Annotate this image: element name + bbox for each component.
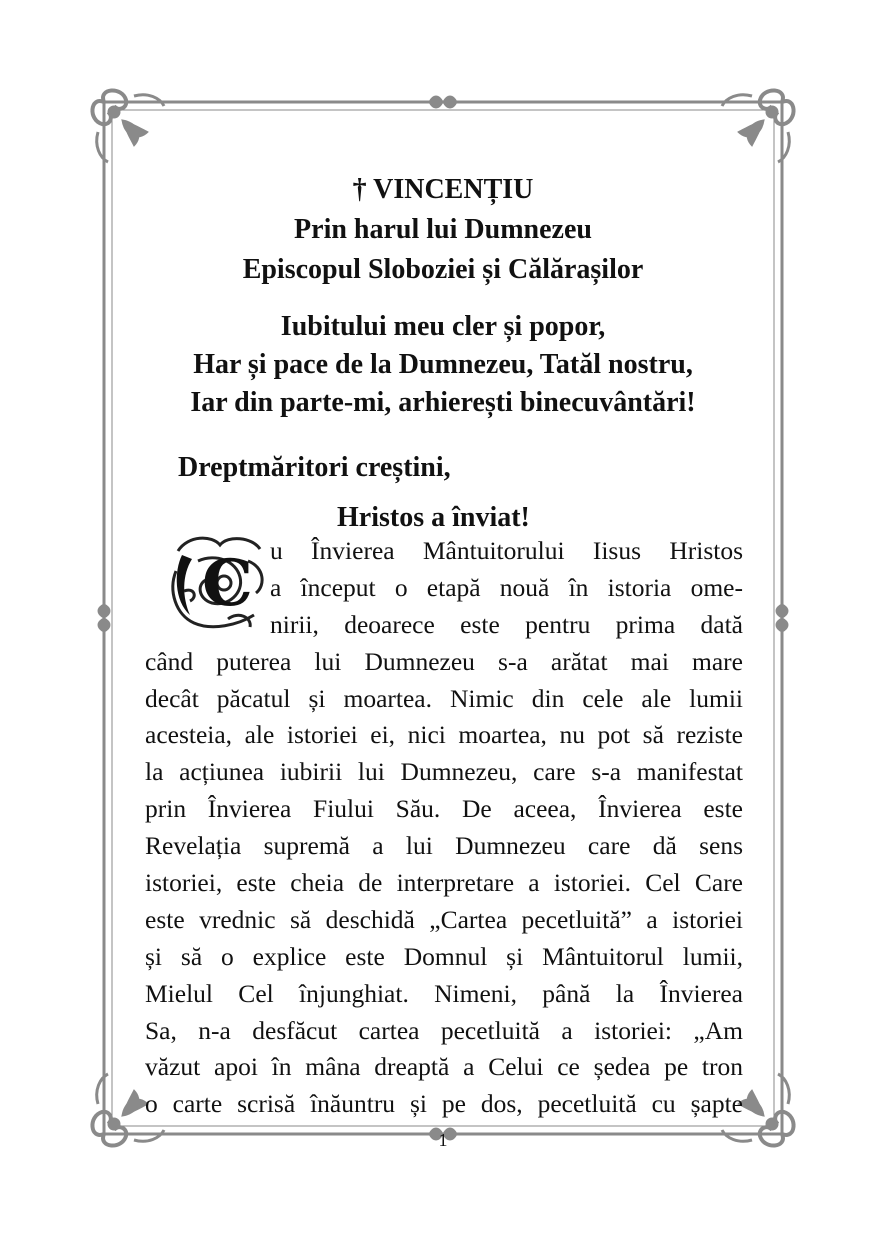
page-number: 1 — [438, 1130, 448, 1150]
body-line: nirii, deoarece este pentru prima dată — [270, 609, 743, 639]
resurrection-greeting: Hristos a înviat! — [337, 502, 530, 533]
body-line: decât păcatul și moartea. Nimic din cele ale lumii — [145, 683, 743, 713]
body-line: Sa, n-a desfăcut cartea pecetluită a istoriei: „Am — [145, 1015, 743, 1045]
body-line: Revelația supremă a lui Dumnezeu care dă sens — [145, 831, 743, 861]
greeting-line-2: Har și pace de la Dumnezeu, Tatăl nostru, — [193, 349, 693, 380]
header-grace-line: Prin harul lui Dumnezeu — [294, 214, 592, 245]
body-line: văzut apoi în mâna dreaptă a Celui ce ședea pe tron — [145, 1052, 743, 1082]
body-line: u Învierea Mântuitorului Iisus Hristos — [270, 536, 743, 565]
diocese-title: Episcopul Sloboziei și Călărașilor — [242, 254, 644, 285]
body-line: a început o etapă nouă în istoria ome- — [270, 572, 743, 602]
edge-ornament-left — [98, 590, 110, 646]
body-line: când puterea lui Dumnezeu s-a arătat mai mare — [145, 646, 743, 676]
letter-body — [145, 533, 743, 1123]
body-line: prin Învierea Fiului Său. De aceea, Învierea este — [145, 794, 743, 824]
body-line: este vrednic să deschidă „Cartea pecetluită” a istoriei — [145, 904, 743, 934]
greeting-block — [120, 308, 766, 422]
body-line: la acțiunea iubirii lui Dumnezeu, care s-a manifestat — [145, 757, 743, 787]
dropcap-letter: C — [202, 546, 253, 621]
edge-ornament-right — [776, 590, 788, 646]
body-line: și să o explice este Domnul și Mântuitorul lumii, — [145, 941, 743, 971]
edge-ornament-top — [415, 96, 471, 108]
letter-header — [120, 170, 766, 290]
greeting-line-3: Iar din parte-mi, arhierești binecuvântări! — [190, 387, 696, 418]
body-line: Mielul Cel înjunghiat. Nimeni, până la Învierea — [145, 978, 743, 1008]
greeting-line-1: Iubitului meu cler și popor, — [280, 311, 606, 342]
body-line: o carte scrisă înăuntru și pe dos, pecetluită cu șapte — [145, 1089, 743, 1119]
body-line: istoriei, este cheia de interpretare a istoriei. Cel Care — [145, 868, 743, 898]
body-line: acesteia, ale istoriei ei, nici moartea, nu pot să reziste — [145, 720, 743, 750]
salutation: Dreptmăritori creștini, — [178, 452, 451, 483]
bishop-name: † VINCENȚIU — [352, 174, 534, 205]
